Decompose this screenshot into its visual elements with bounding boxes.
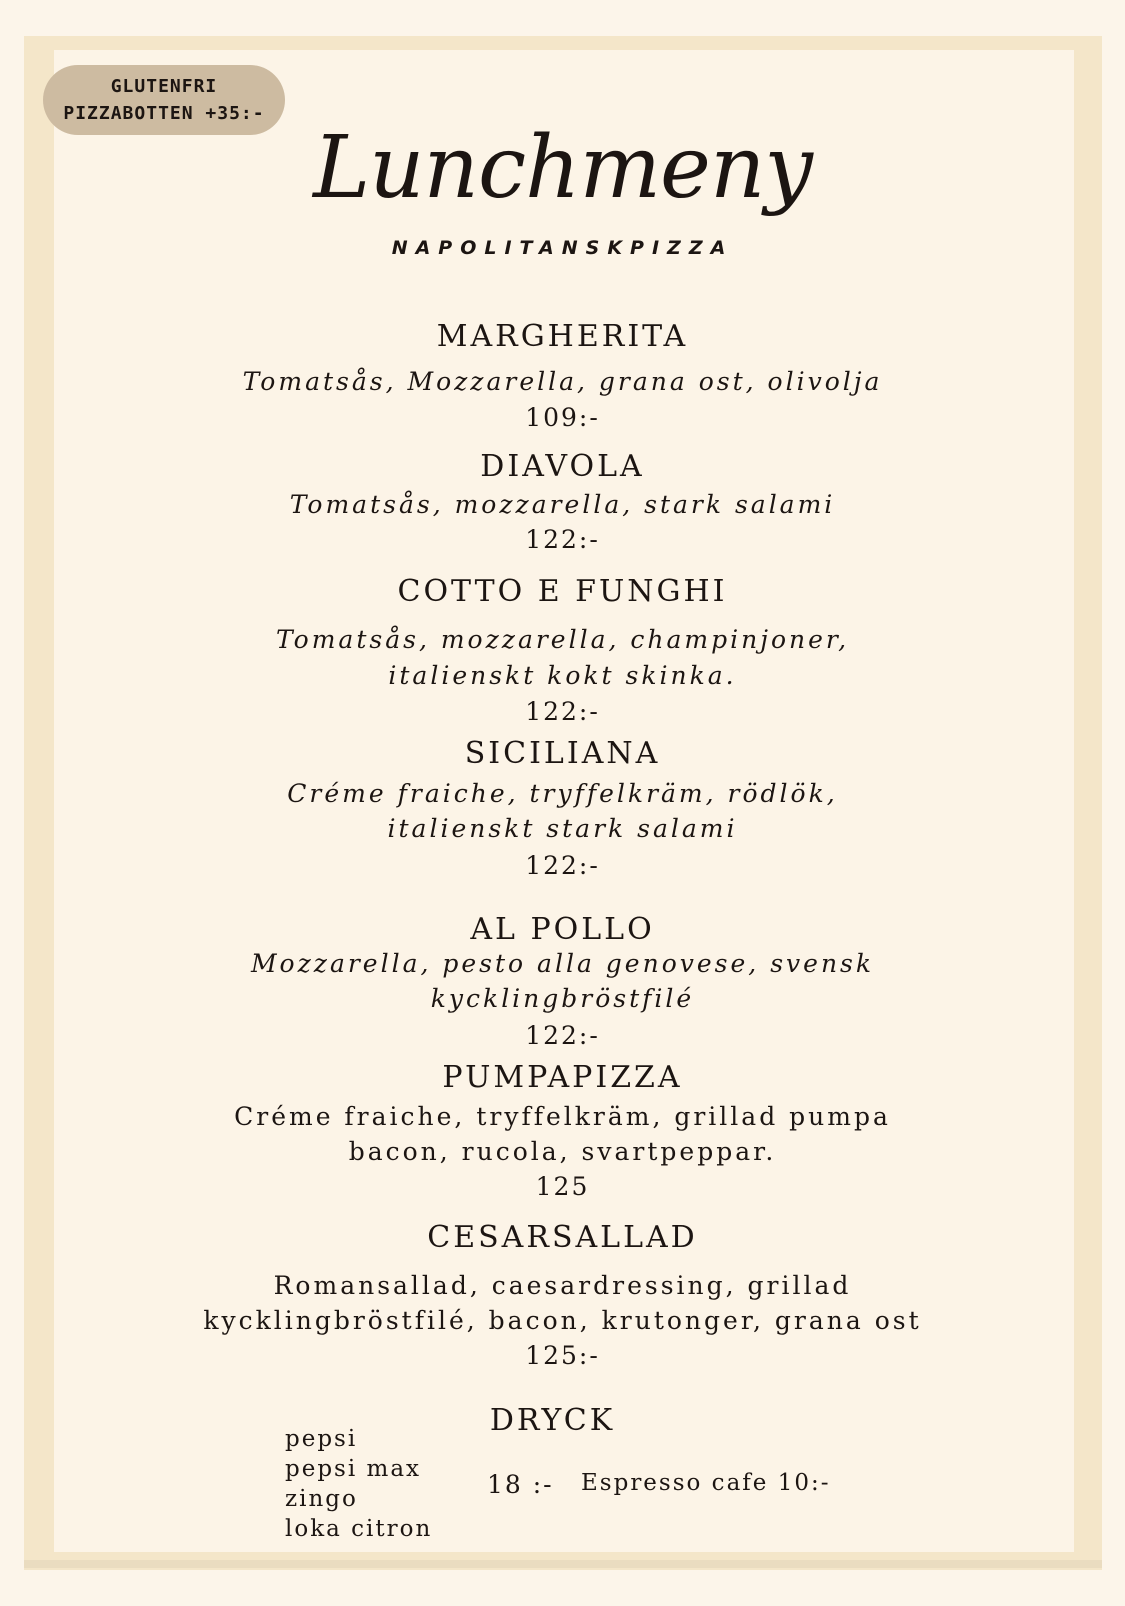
drinks-price: 18 :- bbox=[487, 1470, 554, 1499]
menu-title: Lunchmeny bbox=[313, 118, 812, 218]
item-name-siciliana: SICILIANA bbox=[464, 736, 661, 771]
item-desc-siciliana-1: Créme fraiche, tryffelkräm, rödlök, bbox=[287, 779, 838, 808]
badge-line-1: GLUTENFRI bbox=[110, 76, 218, 97]
item-desc-al-pollo-2: kycklingbröstfilé bbox=[430, 984, 695, 1013]
item-desc-pumpapizza-2: bacon, rucola, svartpeppar. bbox=[348, 1137, 777, 1166]
item-price-diavola: 122:- bbox=[525, 525, 600, 554]
item-desc-siciliana-2: italienskt stark salami bbox=[387, 814, 738, 843]
drinks-list bbox=[285, 1424, 432, 1544]
badge-line-2: PIZZABOTTEN +35:- bbox=[63, 103, 265, 124]
drink-item: loka citron bbox=[285, 1516, 433, 1542]
frame-bottom-edge bbox=[24, 1560, 1102, 1568]
item-desc-cotto-e-funghi-2: italienskt kokt skinka. bbox=[388, 661, 737, 690]
item-price-cesarsallad: 125:- bbox=[525, 1341, 600, 1370]
item-desc-pumpapizza-1: Créme fraiche, tryffelkräm, grillad pumpa bbox=[234, 1102, 891, 1131]
item-price-pumpapizza: 125 bbox=[535, 1172, 590, 1201]
item-price-cotto-e-funghi: 122:- bbox=[525, 697, 600, 726]
item-name-pumpapizza: PUMPAPIZZA bbox=[442, 1060, 683, 1095]
item-desc-margherita: Tomatsås, Mozzarella, grana ost, olivolja bbox=[242, 367, 883, 396]
item-price-al-pollo: 122:- bbox=[525, 1021, 600, 1050]
item-name-cesarsallad: CESARSALLAD bbox=[427, 1220, 698, 1255]
menu-subtitle: NAPOLITANSKPIZZA bbox=[391, 237, 734, 259]
item-desc-al-pollo-1: Mozzarella, pesto alla genovese, svensk bbox=[250, 949, 875, 978]
item-desc-cotto-e-funghi-1: Tomatsås, mozzarella, champinjoner, bbox=[275, 625, 850, 654]
item-desc-cesarsallad-2: kycklingbröstfilé, bacon, krutonger, grana ost bbox=[203, 1306, 922, 1335]
drink-item: pepsi bbox=[285, 1426, 358, 1452]
item-name-diavola: DIAVOLA bbox=[480, 449, 645, 484]
drink-item: zingo bbox=[285, 1486, 358, 1512]
item-name-margherita: MARGHERITA bbox=[436, 319, 689, 354]
item-desc-diavola: Tomatsås, mozzarella, stark salami bbox=[289, 490, 836, 519]
item-name-al-pollo: AL POLLO bbox=[470, 912, 655, 947]
item-desc-cesarsallad-1: Romansallad, caesardressing, grillad bbox=[273, 1271, 852, 1300]
item-name-cotto-e-funghi: COTTO E FUNGHI bbox=[397, 574, 728, 609]
drinks-heading: DRYCK bbox=[489, 1403, 616, 1438]
drink-item: pepsi max bbox=[285, 1456, 422, 1482]
espresso-price: Espresso cafe 10:- bbox=[581, 1470, 831, 1496]
item-price-margherita: 109:- bbox=[525, 403, 600, 432]
item-price-siciliana: 122:- bbox=[525, 851, 600, 880]
